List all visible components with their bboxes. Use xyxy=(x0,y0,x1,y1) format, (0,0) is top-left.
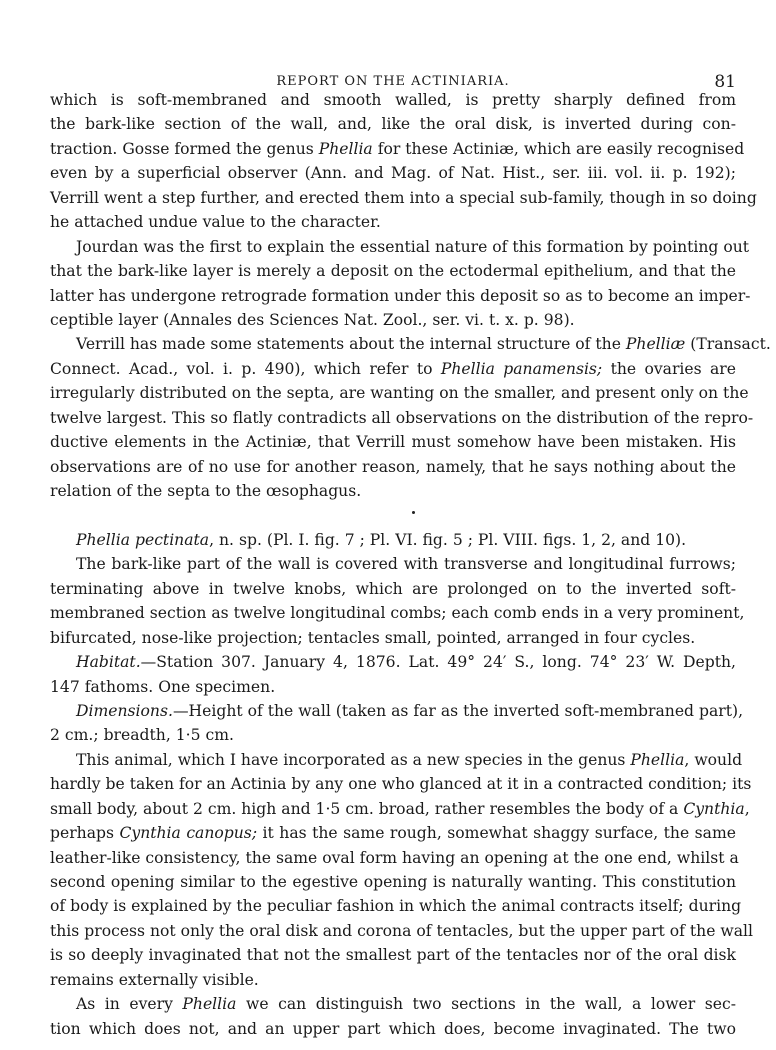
text-line xyxy=(50,675,736,699)
paragraph xyxy=(50,88,757,235)
text-run: that the bark-like layer is merely a deposit on the ectodermal epithelium, and that the xyxy=(50,262,736,281)
text-run: (Transact. xyxy=(685,335,771,354)
italic-text: Phelliæ xyxy=(625,335,686,354)
italic-text: Dimensions. xyxy=(76,701,173,720)
text-run: , xyxy=(744,799,750,818)
text-line xyxy=(50,772,752,796)
text-run: —Height of the wall (taken as far as the inverted soft-membraned part), xyxy=(172,701,744,720)
text-run: of body is explained by the peculiar fashion in which the animal contracts itself; during xyxy=(50,897,742,916)
text-run: membraned section as twelve longitudinal combs; each comb ends in a very prominent, xyxy=(50,604,745,623)
text-line xyxy=(50,626,736,650)
paragraph xyxy=(50,552,745,650)
text-line xyxy=(50,479,736,503)
text-run: , would xyxy=(684,750,743,769)
italic-text: Phellia panamensis; xyxy=(440,359,603,378)
text-run: —Station 307. January 4, 1876. Lat. 49° 24′ S., long. 74° 23′ W. Depth, xyxy=(140,653,736,672)
text-run: tion which does not, and an upper part which does, become invaginated. The two xyxy=(50,1019,736,1038)
text-line xyxy=(50,992,736,1016)
text-line xyxy=(50,332,771,356)
text-run: which is soft-membraned and smooth walled, is pretty sharply defined from xyxy=(50,91,736,109)
text-run: terminating above in twelve knobs, which are prolonged on to the inverted soft- xyxy=(50,579,736,598)
body-text xyxy=(50,88,771,1041)
text-line xyxy=(50,846,739,870)
text-run: Jourdan was the first to explain the essential nature of this formation by pointing out xyxy=(76,237,750,256)
text-line xyxy=(50,723,736,747)
text-run: we can distinguish two sections in the wall, a lower sec- xyxy=(236,995,736,1014)
text-run: the bark-like section of the wall, and, like the oral disk, is inverted during con- xyxy=(50,115,736,134)
text-run: hardly be taken for an Actinia by any one who glanced at it in a contracted condition; its xyxy=(50,775,752,794)
text-run: even by a superficial observer (Ann. and Mag. of Nat. Hist., ser. iii. vol. ii. p. 192); xyxy=(50,164,736,183)
text-run: latter has undergone retrograde formation under this deposit so as to become an imper- xyxy=(50,286,751,305)
text-run: the ovaries are xyxy=(602,359,736,378)
text-line xyxy=(50,284,751,308)
text-line xyxy=(50,235,750,259)
text-run: second opening similar to the egestive opening is naturally wanting. This constitution xyxy=(50,873,736,891)
text-line xyxy=(50,308,736,332)
text-line xyxy=(50,650,736,674)
text-line xyxy=(50,943,736,967)
text-line xyxy=(50,137,745,161)
italic-text: Cynthia canopus; xyxy=(119,824,258,843)
italic-text: Habitat. xyxy=(76,653,141,672)
text-run: As in every xyxy=(76,995,183,1014)
text-line xyxy=(50,210,736,234)
text-line xyxy=(50,601,745,625)
text-run: This animal, which I have incorporated as a new species in the genus xyxy=(76,750,631,769)
text-run: it has the same rough, somewhat shaggy surface, the same xyxy=(257,824,736,843)
italic-text: Phellia xyxy=(318,139,373,158)
italic-text: Phellia xyxy=(182,995,237,1014)
text-line xyxy=(50,870,736,894)
text-run: The bark-like part of the wall is covered with transverse and longitudinal furrows; xyxy=(76,555,736,574)
text-run: 147 fathoms. One specimen. xyxy=(50,677,276,696)
paragraph xyxy=(50,650,736,699)
text-line xyxy=(50,381,749,405)
text-run: perhaps xyxy=(50,824,120,843)
text-run: ceptible layer (Annales des Sciences Nat. Zool., ser. vi. t. x. p. 98). xyxy=(50,310,575,329)
text-run: twelve largest. This so flatly contradicts all observations on the distribution of the repro- xyxy=(50,408,754,427)
text-run: relation of the septa to the œsophagus. xyxy=(50,482,362,500)
text-run: ductive elements in the Actiniæ, that Verrill must somehow have been mistaken. His xyxy=(50,433,736,452)
text-run: small body, about 2 cm. high and 1·5 cm. broad, rather resembles the body of a xyxy=(50,799,684,818)
text-run: , n. sp. (Pl. I. fig. 7 ; Pl. VI. fig. 5 ; Pl. VIII. figs. 1, 2, and 10). xyxy=(209,530,687,549)
paragraph xyxy=(50,992,736,1041)
text-run: Connect. Acad., vol. i. p. 490), which refer to xyxy=(50,359,441,378)
text-run: irregularly distributed on the septa, are wanting on the smaller, and present only on the xyxy=(50,384,749,403)
text-line xyxy=(50,797,750,821)
text-line xyxy=(50,88,736,112)
text-run: remains externally visible. xyxy=(50,970,259,989)
separator-dot xyxy=(412,511,415,514)
text-line xyxy=(50,699,744,723)
text-line xyxy=(50,455,736,479)
text-run: observations are of no use for another reason, namely, that he says nothing about the xyxy=(50,457,736,476)
text-line xyxy=(50,430,736,454)
text-line xyxy=(50,161,736,185)
italic-text: Phellia xyxy=(630,750,685,769)
text-run: is so deeply invaginated that not the smallest part of the tentacles nor of the oral disk xyxy=(50,946,736,965)
text-run: 2 cm.; breadth, 1·5 cm. xyxy=(50,726,234,745)
text-line xyxy=(50,577,736,601)
text-run: bifurcated, nose-like projection; tentacles small, pointed, arranged in four cycles. xyxy=(50,628,696,647)
text-run: he attached undue value to the character. xyxy=(50,213,381,232)
paragraph xyxy=(50,748,753,992)
text-line xyxy=(50,821,736,845)
text-run: this process not only the oral disk and corona of tentacles, but the upper part of the wall xyxy=(50,921,753,940)
italic-text: Phellia pectinata xyxy=(76,530,210,549)
paragraph xyxy=(50,332,771,503)
running-title: REPORT ON THE ACTINIARIA. xyxy=(276,74,510,89)
text-line xyxy=(50,406,754,430)
text-line xyxy=(50,748,743,772)
text-line xyxy=(50,552,736,576)
paragraph xyxy=(50,528,736,552)
text-line xyxy=(50,357,736,381)
section-break xyxy=(50,503,736,527)
italic-text: Cynthia xyxy=(683,799,745,818)
text-line xyxy=(50,528,736,552)
text-run: leather-like consistency, the same oval form having an opening at the one end, whilst a xyxy=(50,848,739,867)
text-line xyxy=(50,186,757,210)
text-run: for these Actiniæ, which are easily recognised xyxy=(372,139,745,158)
paragraph xyxy=(50,235,751,333)
text-line xyxy=(50,1017,736,1041)
paragraph xyxy=(50,699,744,748)
text-line xyxy=(50,259,736,283)
text-run: Verrill went a step further, and erected them into a special sub-family, though in so doing xyxy=(50,188,757,207)
text-line xyxy=(50,112,736,136)
text-line xyxy=(50,894,742,918)
text-line xyxy=(50,919,753,943)
text-line xyxy=(50,968,736,992)
text-run: traction. Gosse formed the genus xyxy=(50,139,319,158)
text-run: Verrill has made some statements about the internal structure of the xyxy=(76,335,626,354)
page-number: 81 xyxy=(714,72,736,92)
